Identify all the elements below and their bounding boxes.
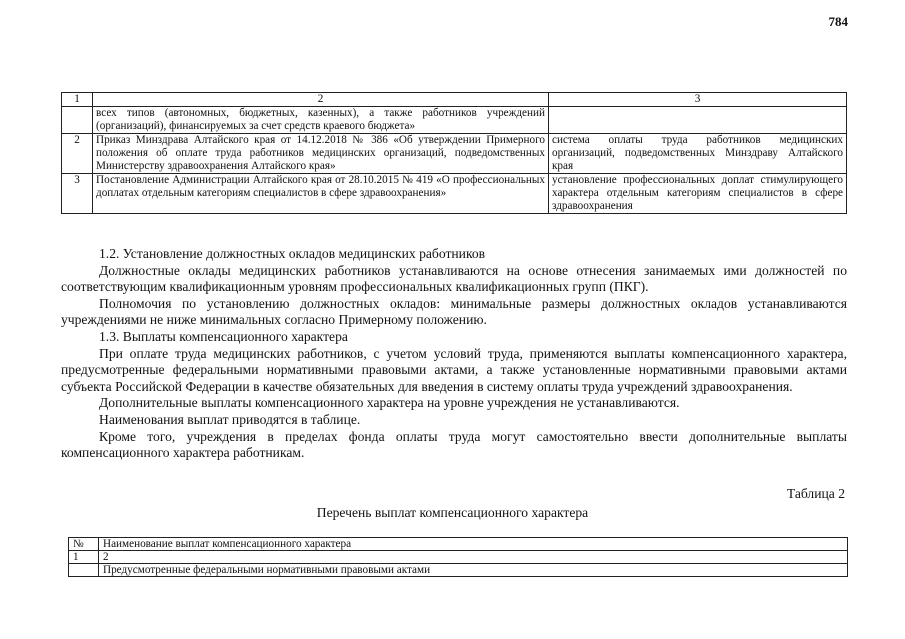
table-label: Таблица 2 [786, 486, 845, 501]
name-column-header: Наименование выплат компенсационного характера [99, 538, 848, 551]
table-row [62, 174, 847, 214]
table-row [62, 107, 847, 134]
row-number: 3 [62, 174, 93, 214]
paragraph: Должностные оклады медицинских работников устанавливаются на основе отнесения занимаемых ими должностей по соответствующим квалификационным уровням профессиональных квалификационных групп (ПКГ). [61, 262, 847, 295]
table-title: Перечень выплат компенсационного характера [316, 505, 589, 520]
document-name: Приказ Минздрава Алтайского края от 14.12.2018 № 386 «Об утверждении Примерного положения об оплате труда работников медицинских организаций, подведомственных Министерству здравоохранения Алтайского края» [93, 134, 549, 174]
page-number: 784 [828, 14, 848, 29]
column-number-2: 2 [99, 551, 848, 564]
table-header-row [62, 93, 847, 107]
document-description: установление профессиональных доплат стимулирующего характера отдельным категориям специалистов в сфере здравоохранения [549, 174, 847, 214]
row-number [62, 107, 93, 134]
table-row [62, 134, 847, 174]
section-heading: 1.3. Выплаты компенсационного характера [99, 328, 348, 344]
column-number-1: 1 [69, 551, 99, 564]
row-number: 2 [62, 134, 93, 174]
paragraph: При оплате труда медицинских работников, с учетом условий труда, применяются выплаты компенсационного характера, предусмотренные федеральными нормативными правовыми актами, а также установленные нормативными правовыми актами субъекта Российской Федерации в качестве обязательных для введения в систему оплаты труда учреждений здравоохранения. [61, 345, 847, 394]
document-description: система оплаты труда работников медицинских организаций, подведомственных Минздраву Алтайского края [549, 134, 847, 174]
document-name: всех типов (автономных, бюджетных, казенных), а также работников учреждений (организаций), финансируемых за счет средств краевого бюджета» [93, 107, 549, 134]
column-header-1: 1 [62, 93, 93, 107]
table-header-row [69, 538, 848, 551]
compensation-payments-table [68, 537, 848, 577]
paragraph: Наименования выплат приводятся в таблице. [99, 411, 361, 427]
column-numbering-row [69, 551, 848, 564]
table-row [69, 564, 848, 577]
legal-acts-table [61, 92, 847, 214]
column-header-3: 3 [549, 93, 847, 107]
section-heading: 1.2. Установление должностных окладов медицинских работников [99, 246, 486, 261]
paragraph: Полномочия по установлению должностных окладов: минимальные размеры должностных окладов устанавливаются учреждениями не ниже минимальных согласно Примерному положению. [61, 295, 847, 328]
number-column-header: № [69, 538, 99, 551]
payment-name: Предусмотренные федеральными нормативными правовыми актами [99, 564, 848, 577]
paragraph: Дополнительные выплаты компенсационного характера на уровне учреждения не устанавливаются. [99, 395, 680, 411]
column-header-2: 2 [93, 93, 549, 107]
row-number [69, 564, 99, 577]
document-description [549, 107, 847, 134]
document-name: Постановление Администрации Алтайского края от 28.10.2015 № 419 «О профессиональных доплатах отдельным категориям специалистов в сфере здравоохранения» [93, 174, 549, 214]
paragraph: Кроме того, учреждения в пределах фонда оплаты труда могут самостоятельно ввести дополнительные выплаты компенсационного характера работникам. [61, 428, 847, 461]
body-text [61, 246, 847, 462]
